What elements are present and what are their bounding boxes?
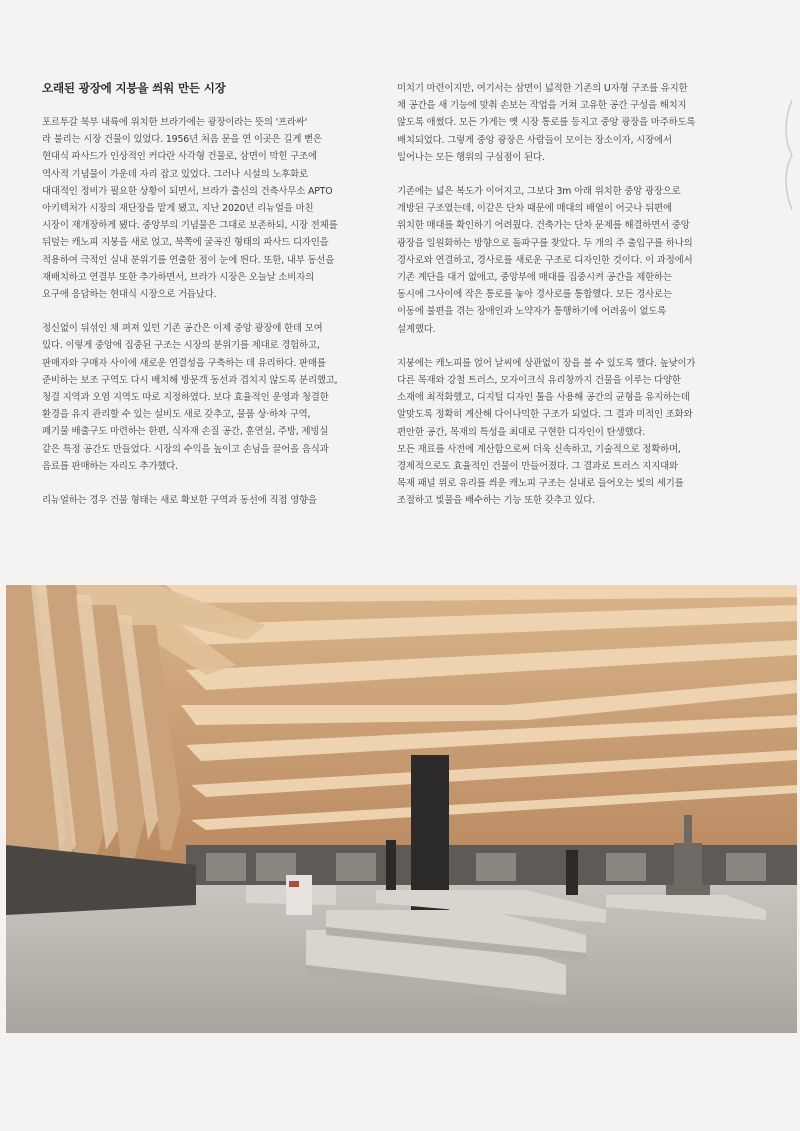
left-paragraph-1: 포르투갈 북부 내륙에 위치한 브라가에는 광장이라는 뜻의 '프라싸' 라 불리는 시장 건물이 있었다. 1956년 처음 문을 연 이곳은 길게 뻗은 현대식 파사드가 인상적인 커다란 사각형 건물로, 삼면이 막힌 구조에 역사적 기념물이 가운데 자리 잡고 있었다. 그러나 시설의 노후화로 대대적인 정비가 필요한 상황이 되면서, 브라가 출신의 건축사무소 APTO 아키텍처가 시장의 재단장을 맡게 됐고, 지난 2020년 리뉴얼을 마친 시장이 재개장하게 됐다. 중앙부의 기념물은 그대로 보존하되, 시장 전체를 뒤덮는 캐노피 지붕을 새로 얹고, 북쪽에 굴곡진 형태의 파사드 디자인을 적용하여 극적인 실내 분위기를 연출한 점이 눈에 띈다. 또한, 내부 동선을 재배치하고 연결부 또한 추가하면서, 브라가 시장은 오늘날 소비자의 요구에 응답하는 현대식 시장으로 거듭났다. [42,117,338,301]
left-column [42,80,364,526]
page-edge-curve-mark [782,100,796,210]
market-interior-photo [6,585,797,1033]
right-column [397,80,749,527]
market-interior-illustration [6,585,797,1033]
right-paragraph-2: 기존에는 넓은 복도가 이어지고, 그보다 3m 아래 위치한 중앙 광장으로 개방된 구조였는데, 이같은 단차 때문에 매대의 배열이 어긋나 뒤편에 위치한 매대를 확인하기 어려웠다. 건축가는 단차 문제를 해결하면서 중앙 광장을 일원화하는 방향으로 돌파구를 찾았다. 두 개의 주 출입구를 하나의 경사로와 연결하고, 경사로를 새로운 구조로 디자인한 것이다. 이 과정에서 기존 계단을 대거 없애고, 중앙부에 매대를 집중시켜 공간을 제한하는 동시에 그사이에 작은 통로를 놓아 경사로를 통합했다. 모든 경사로는 이동에 불편을 겪는 장애인과 노약자가 통행하기에 어려움이 없도록 설계했다. [397,186,693,335]
left-paragraph-3: 리뉴얼하는 경우 건물 형태는 새로 확보한 구역과 동선에 직접 영향을 [42,495,317,507]
article-title: 오래된 광장에 지붕을 씌워 만든 시장 [42,81,226,95]
right-paragraph-1: 미치기 마련이지만, 여기서는 삼면이 넓적한 기존의 U자형 구조를 유지한 채 공간을 새 기능에 맞춰 손보는 작업을 거쳐 고유한 공간 구성을 해치지 않도록 애썼다. 모든 가게는 옛 시장 통로를 등지고 중앙 광장을 마주하도록 배치되었다. 그렇게 중앙 광장은 사람들이 모이는 장소이자, 시장에서 일어나는 모든 행위의 구심점이 된다. [397,83,696,163]
right-paragraph-3: 지붕에는 캐노피를 얹어 날씨에 상관없이 장을 볼 수 있도록 했다. 높낮이가 다른 목재와 강철 트러스, 모자이크식 유리창까지 건물을 이루는 다양한 소재에 최적화했고, 디지털 디자인 툴을 사용해 공간의 균형을 유지하는데 알맞도록 정확히 계산해 다이나믹한 구조가 되었다. 그 결과 미적인 조화와 편안한 공간, 목재의 특성을 최대로 구현한 디자인이 탄생했다. 모든 재료를 사전에 계산함으로써 더욱 신속하고, 기술적으로 정확하며, 경제적으로도 효율적인 건물이 만들어졌다. 그 결과로 트러스 지지대와 목재 패널 위로 유리를 씌운 캐노피 구조는 실내로 들어오는 빛의 세기를 조절하고 빛물을 배수하는 기능 또한 갖추고 있다. [397,357,696,507]
left-paragraph-2: 정신없이 뒤섞인 채 펴져 있던 기존 공간은 이제 중앙 광장에 한데 모여 있다. 이렇게 중앙에 집중된 구조는 시장의 분위기를 제대로 경험하고, 판매자와 구매자 사이에 새로운 연결성을 구축하는 데 유리하다. 판매를 준비하는 보조 구역도 다시 배치해 방문객 동선과 겹치지 않도록 분리했고, 청결 지역과 오염 지역도 따로 지정하였다. 보다 효율적인 운영과 청결한 환경을 유지 관리할 수 있는 설비도 새로 갖추고, 물품 상·하차 구역, 폐기물 배출구도 마련하는 한편, 식자재 손질 공간, 훈연실, 주방, 제빙실 같은 특정 공간도 만들었다. 시장의 수익을 높이고 손님을 끌어올 음식과 음료를 판매하는 자리도 추가했다. [42,323,338,472]
